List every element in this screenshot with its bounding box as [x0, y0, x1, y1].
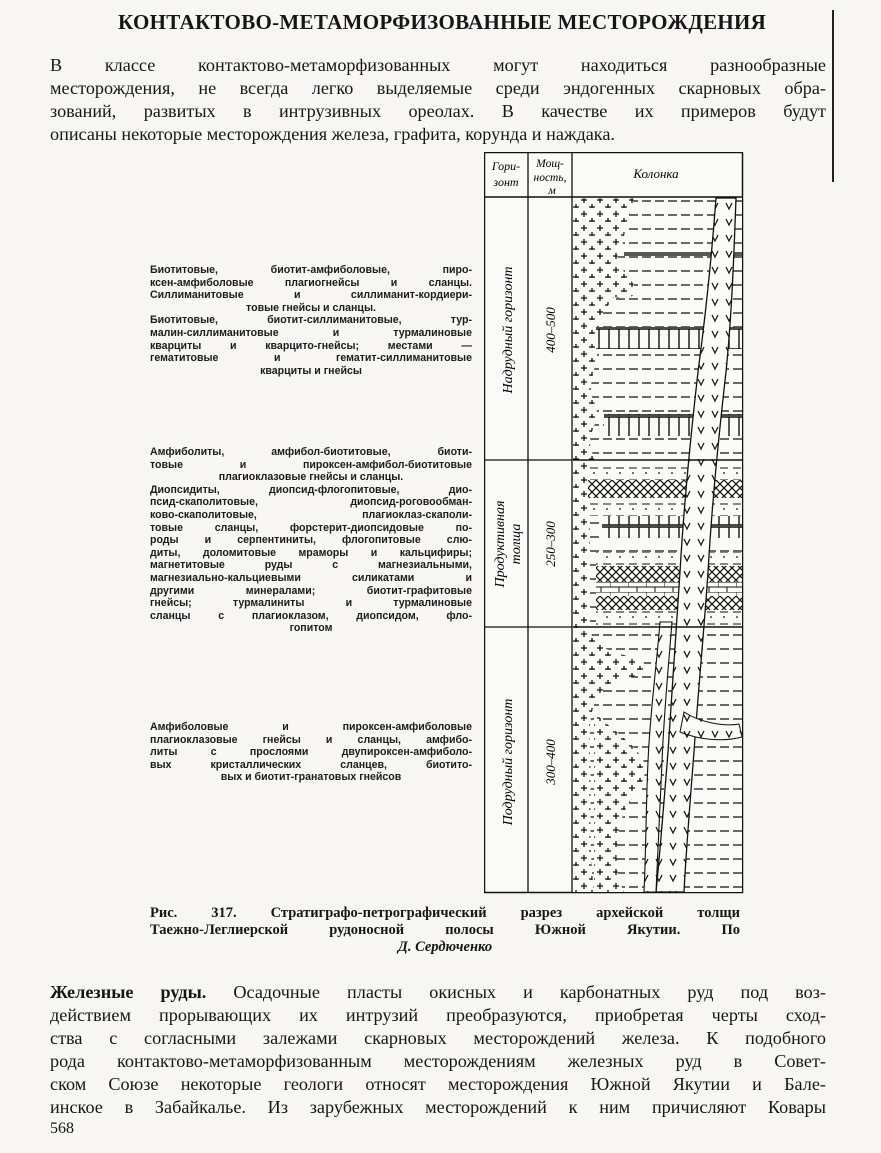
description-line: Биотитовые, биотит-амфиболовые, пиро- — [150, 264, 472, 276]
intro-line: зований, развитых в интрузивных ореолах. В качестве их примеров будут — [50, 101, 826, 121]
body-line: рода контактово-метаморфизованным месторождениям железных руд в Совет- — [50, 1051, 826, 1071]
body-line: ском Союзе некоторые геологи относят месторождения Южной Якутии и Бале- — [50, 1074, 826, 1094]
description-line: магнезиально-кальциевыми силикатами и — [150, 571, 472, 584]
description-line: диты, доломитовые мраморы и кальцифиры; — [150, 546, 472, 559]
description-line: вых и биотит-гранатовых гнейсов — [220, 771, 402, 784]
description-line: роды и серпентиниты, флогопитовые слю- — [150, 534, 472, 547]
caption-line: Таежно-Леглиерской рудоносной полосы Южной Якутии. По — [150, 922, 740, 938]
description-lower — [150, 721, 472, 784]
intro-line: В классе контактово-метаморфизованных могут находиться разнообразные — [50, 55, 826, 75]
margin-rule — [832, 10, 834, 182]
description-line: литы с прослоями двупироксен-амфиболо- — [150, 746, 472, 759]
description-line: плагиоклазовые гнейсы и сланцы, амфибо- — [150, 733, 472, 746]
column-header-horizon: Гори- — [491, 159, 521, 173]
intro-line: месторождения, не всегда легко выделяемые среди эндогенных скарновых обра- — [50, 78, 826, 98]
description-line: ково-скаполитовые, плагиоклаз-скаполи- — [150, 508, 472, 521]
horizon-label-productive-2: толща — [509, 523, 524, 565]
body-line: ства с согласными залежами скарновых месторождений железа. К подобного — [50, 1028, 826, 1048]
body-paragraph — [50, 981, 826, 1119]
body-line: инское в Забайкалье. Из зарубежных месторождений к ним причисляют Ковары — [50, 1097, 826, 1117]
description-line: кварциты и гнейсы — [260, 364, 362, 377]
column-header-thickness-unit: м — [548, 185, 556, 197]
description-line: гнейсы; турмалиниты и турмалиновые — [150, 597, 472, 610]
intro-line: описаны некоторые месторождения железа, графита, корунда и наждака. — [50, 124, 615, 144]
description-line: сланцы с плагиоклазом, диопсидом, фло- — [150, 609, 472, 622]
thickness-label-upper: 400–500 — [543, 307, 558, 353]
column-header-thickness: Мощ- — [536, 158, 564, 170]
page-number: 568 — [50, 1120, 74, 1137]
description-line: Биотитовые, биотит-силлиманитовые, тур- — [150, 314, 472, 327]
description-upper — [150, 264, 472, 377]
description-line: Диопсидиты, диопсид-флогопитовые, дио- — [150, 483, 472, 496]
description-line: другими минералами; биотит-графитовые — [150, 584, 472, 597]
stratigraphic-column-figure — [484, 152, 744, 898]
description-line: Амфиболиты, амфибол-биотитовые, биоти- — [150, 446, 472, 458]
description-line: магнетитовые руды с магнезиальными, — [150, 559, 472, 572]
description-line: товые гнейсы и сланцы. — [246, 301, 376, 314]
thickness-label-lower: 300–400 — [543, 739, 558, 785]
description-line: вых кристаллических сланцев, биотито- — [150, 758, 472, 771]
description-line: псид-скаполитовые, диопсид-роговообман- — [150, 496, 472, 509]
column-header-horizon-2: зонт — [493, 175, 519, 189]
run-in-heading: Железные руды. — [50, 982, 207, 1002]
horizon-label-productive: Продуктивная — [493, 500, 508, 588]
description-line: товые и пироксен-амфибол-биотитовые — [150, 458, 472, 471]
description-line: гопитом — [289, 622, 333, 635]
horizon-label-lower: Подрудный горизонт — [501, 698, 516, 826]
description-line: гематитовые и гематит-силлиманитовые — [150, 352, 472, 365]
horizon-label-upper: Надрудный горизонт — [501, 266, 516, 394]
description-line: малин-силлиманитовые и турмалиновые — [150, 326, 472, 339]
description-line: ксен-амфиболовые плагиогнейсы и сланцы. — [150, 276, 472, 289]
lithology-column — [573, 198, 743, 892]
body-line: действием прорывающих их интрузий преобразуются, приобретая черты сход- — [50, 1005, 826, 1025]
description-line: товые сланцы, форстерит-диопсидовые по- — [150, 521, 472, 534]
body-line — [50, 981, 826, 1004]
caption-line: Рис. 317. Стратиграфо-петрографический разрез архейской толщи — [150, 905, 740, 921]
section-heading: КОНТАКТОВО-МЕТАМОРФИЗОВАННЫЕ МЕСТОРОЖДЕНИЯ — [118, 10, 767, 34]
thickness-label-productive: 250–300 — [543, 521, 558, 567]
column-header-thickness-2: ность, — [533, 172, 567, 184]
caption-author: Д. Сердюченко — [397, 939, 493, 955]
description-line: Силлиманитовые и силлиманит-кордиери- — [150, 289, 472, 302]
body-text: Осадочные пласты окисных и карбонатных руд под воз- — [206, 982, 826, 1002]
description-line: плагиоклазовые гнейсы и сланцы. — [218, 471, 404, 484]
intro-paragraph — [50, 54, 826, 146]
description-line: Амфиболовые и пироксен-амфиболовые — [150, 721, 472, 733]
description-middle — [150, 446, 472, 635]
column-header-column: Колонка — [633, 166, 679, 181]
description-line: кварциты и кварцито-гнейсы; местами — — [150, 339, 472, 352]
figure-caption — [150, 905, 740, 956]
